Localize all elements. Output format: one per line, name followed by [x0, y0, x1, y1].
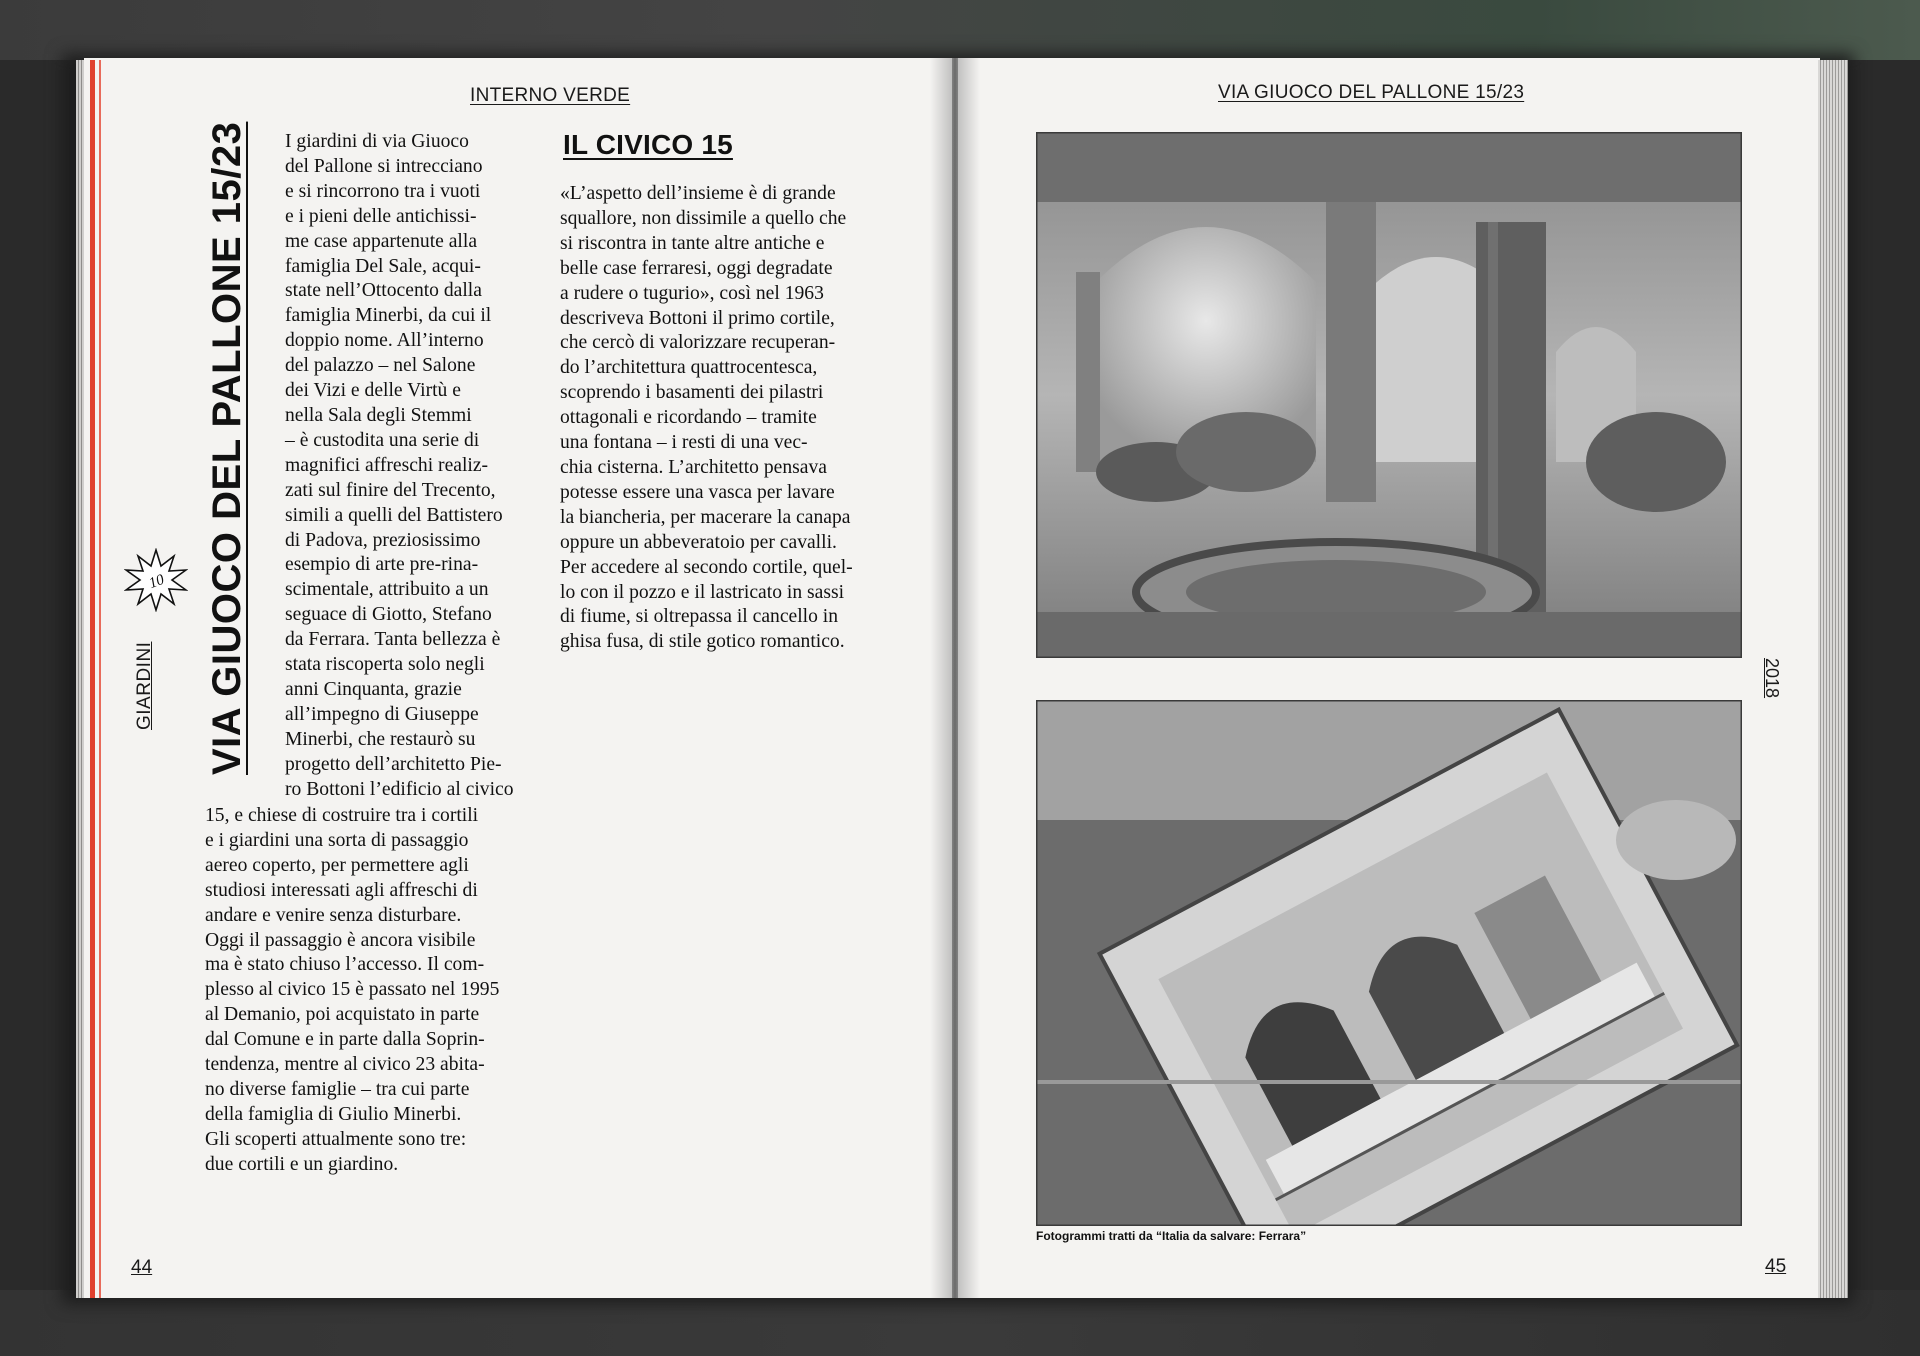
text-line: squallore, non dissimile a quello che — [560, 207, 847, 229]
badge-number: 10 — [146, 571, 167, 592]
text-line: «L’aspetto dell’insieme è di grande — [560, 183, 836, 204]
text-line: doppio nome. All’interno — [285, 330, 484, 352]
text-line: aereo coperto, per permettere agli — [205, 854, 469, 876]
text-line: no diverse famiglie – tra cui parte — [205, 1078, 470, 1100]
text-line: chia cisterna. L’architetto pensava — [560, 456, 827, 478]
text-line: zati sul finire del Trecento, — [285, 479, 496, 501]
text-line: esempio di arte pre-rina- — [285, 554, 479, 576]
page-number-left: 44 — [131, 1257, 153, 1278]
text-line: dei Vizi e delle Virtù e — [285, 380, 461, 402]
red-page-edge-thin — [99, 60, 101, 1298]
text-line: famiglia Minerbi, da cui il — [285, 305, 492, 327]
text-line: tendenza, mentre al civico 23 abita- — [205, 1054, 485, 1076]
text-line: dal Comune e in parte dalla Soprin- — [205, 1029, 485, 1051]
text-line: famiglia Del Sale, acqui- — [285, 255, 481, 277]
page-title: VIA GIUOCO DEL PALLONE 15/23 — [205, 121, 249, 775]
text-line: simili a quelli del Battistero — [285, 504, 503, 526]
text-line: ottagonali e ricordando – tramite — [560, 407, 817, 429]
text-line: – è custodita una serie di — [285, 429, 480, 451]
text-line: e i pieni delle antichissi- — [285, 205, 477, 227]
text-line: progetto dell’architetto Pie- — [285, 753, 502, 775]
background-top — [0, 0, 1920, 60]
drawing-image — [1036, 700, 1742, 1226]
text-line: anni Cinquanta, grazie — [285, 678, 462, 700]
left-page-edges — [76, 60, 84, 1298]
right-running-head: VIA GIUOCO DEL PALLONE 15/23 — [1218, 82, 1525, 103]
text-line: che cercò di valorizzare recuperan- — [560, 332, 836, 354]
courtyard-photo — [1036, 132, 1742, 658]
text-line: all’impegno di Giuseppe — [285, 703, 479, 725]
text-line: Per accedere al secondo cortile, quel- — [560, 556, 853, 578]
page-number-right: 45 — [1765, 1256, 1787, 1277]
text-line: do l’architettura quattrocentesca, — [560, 357, 818, 379]
courtyard-image — [1036, 132, 1742, 658]
photo-caption: Fotogrammi tratti da “Italia da salvare: Ferrara” — [1036, 1229, 1307, 1243]
left-running-head: INTERNO VERDE — [470, 85, 631, 106]
text-line: e i giardini una sorta di passaggio — [205, 829, 469, 851]
category-label: GIARDINI — [134, 641, 155, 730]
column2 — [560, 182, 880, 655]
text-line: descriveva Bottoni il primo cortile, — [560, 307, 835, 329]
text-line: state nell’Ottocento dalla — [285, 280, 482, 302]
text-line: lo con il pozzo e il lastricato in sassi — [560, 581, 845, 603]
year-label: 2018 — [1762, 658, 1782, 699]
text-line: del palazzo – nel Salone — [285, 355, 476, 377]
text-line: stata riscoperta solo negli — [285, 654, 485, 676]
text-line: oppure un abbeveratoio per cavalli. — [560, 531, 837, 553]
text-line: scoprendo i basamenti dei pilastri — [560, 382, 824, 404]
text-line: ghisa fusa, di stile gotico romantico. — [560, 631, 845, 653]
text-line: studiosi interessati agli affreschi di — [205, 879, 478, 901]
text-line: ma è stato chiuso l’accesso. Il com- — [205, 954, 485, 976]
text-line: nella Sala degli Stemmi — [285, 404, 472, 426]
text-line: Minerbi, che restaurò su — [285, 728, 476, 750]
text-line: seguace di Giotto, Stefano — [285, 604, 492, 626]
section-heading: IL CIVICO 15 — [563, 129, 733, 160]
text-line: magnifici affreschi realiz- — [285, 454, 489, 476]
text-line: andare e venire senza disturbare. — [205, 904, 462, 926]
text-line: di fiume, si oltrepassa il cancello in — [560, 606, 839, 628]
text-line: e si rincorrono tra i vuoti — [285, 180, 481, 202]
text-line: scimentale, attribuito a un — [285, 579, 489, 601]
text-line: si riscontra in tante altre antiche e — [560, 232, 825, 254]
book-gutter — [930, 58, 980, 1298]
text-line: una fontana – i resti di una vec- — [560, 432, 808, 454]
text-line: del Pallone si intrecciano — [285, 155, 483, 177]
text-line: la biancheria, per macerare la canapa — [560, 506, 851, 528]
text-line: Gli scoperti attualmente sono tre: — [205, 1128, 467, 1150]
text-line: Oggi il passaggio è ancora visibile — [205, 929, 476, 951]
text-line: al Demanio, poi acquistato in parte — [205, 1004, 480, 1026]
column1-bottom — [205, 804, 535, 1178]
text-line: I giardini di via Giuoco — [285, 131, 469, 152]
text-line: della famiglia di Giulio Minerbi. — [205, 1103, 462, 1125]
text-line: da Ferrara. Tanta bellezza è — [285, 629, 501, 651]
text-line: di Padova, preziosissimo — [285, 529, 481, 551]
text-line: plesso al civico 15 è passato nel 1995 — [205, 979, 500, 1001]
text-line: due cortili e un giardino. — [205, 1153, 399, 1175]
right-page-edges — [1818, 60, 1848, 1298]
text-line: potesse essere una vasca per lavare — [560, 481, 835, 503]
text-line: me case appartenute alla — [285, 230, 478, 252]
text-line: 15, e chiese di costruire tra i cortili — [205, 805, 479, 826]
starburst-badge — [124, 548, 188, 612]
column1-top — [285, 130, 547, 802]
text-line: a rudere o tugurio», così nel 1963 — [560, 282, 824, 304]
red-page-edge — [90, 60, 95, 1298]
text-line: belle case ferraresi, oggi degradate — [560, 257, 833, 279]
drawing-photo — [1036, 700, 1742, 1226]
text-line: ro Bottoni l’edificio al civico — [285, 778, 514, 800]
